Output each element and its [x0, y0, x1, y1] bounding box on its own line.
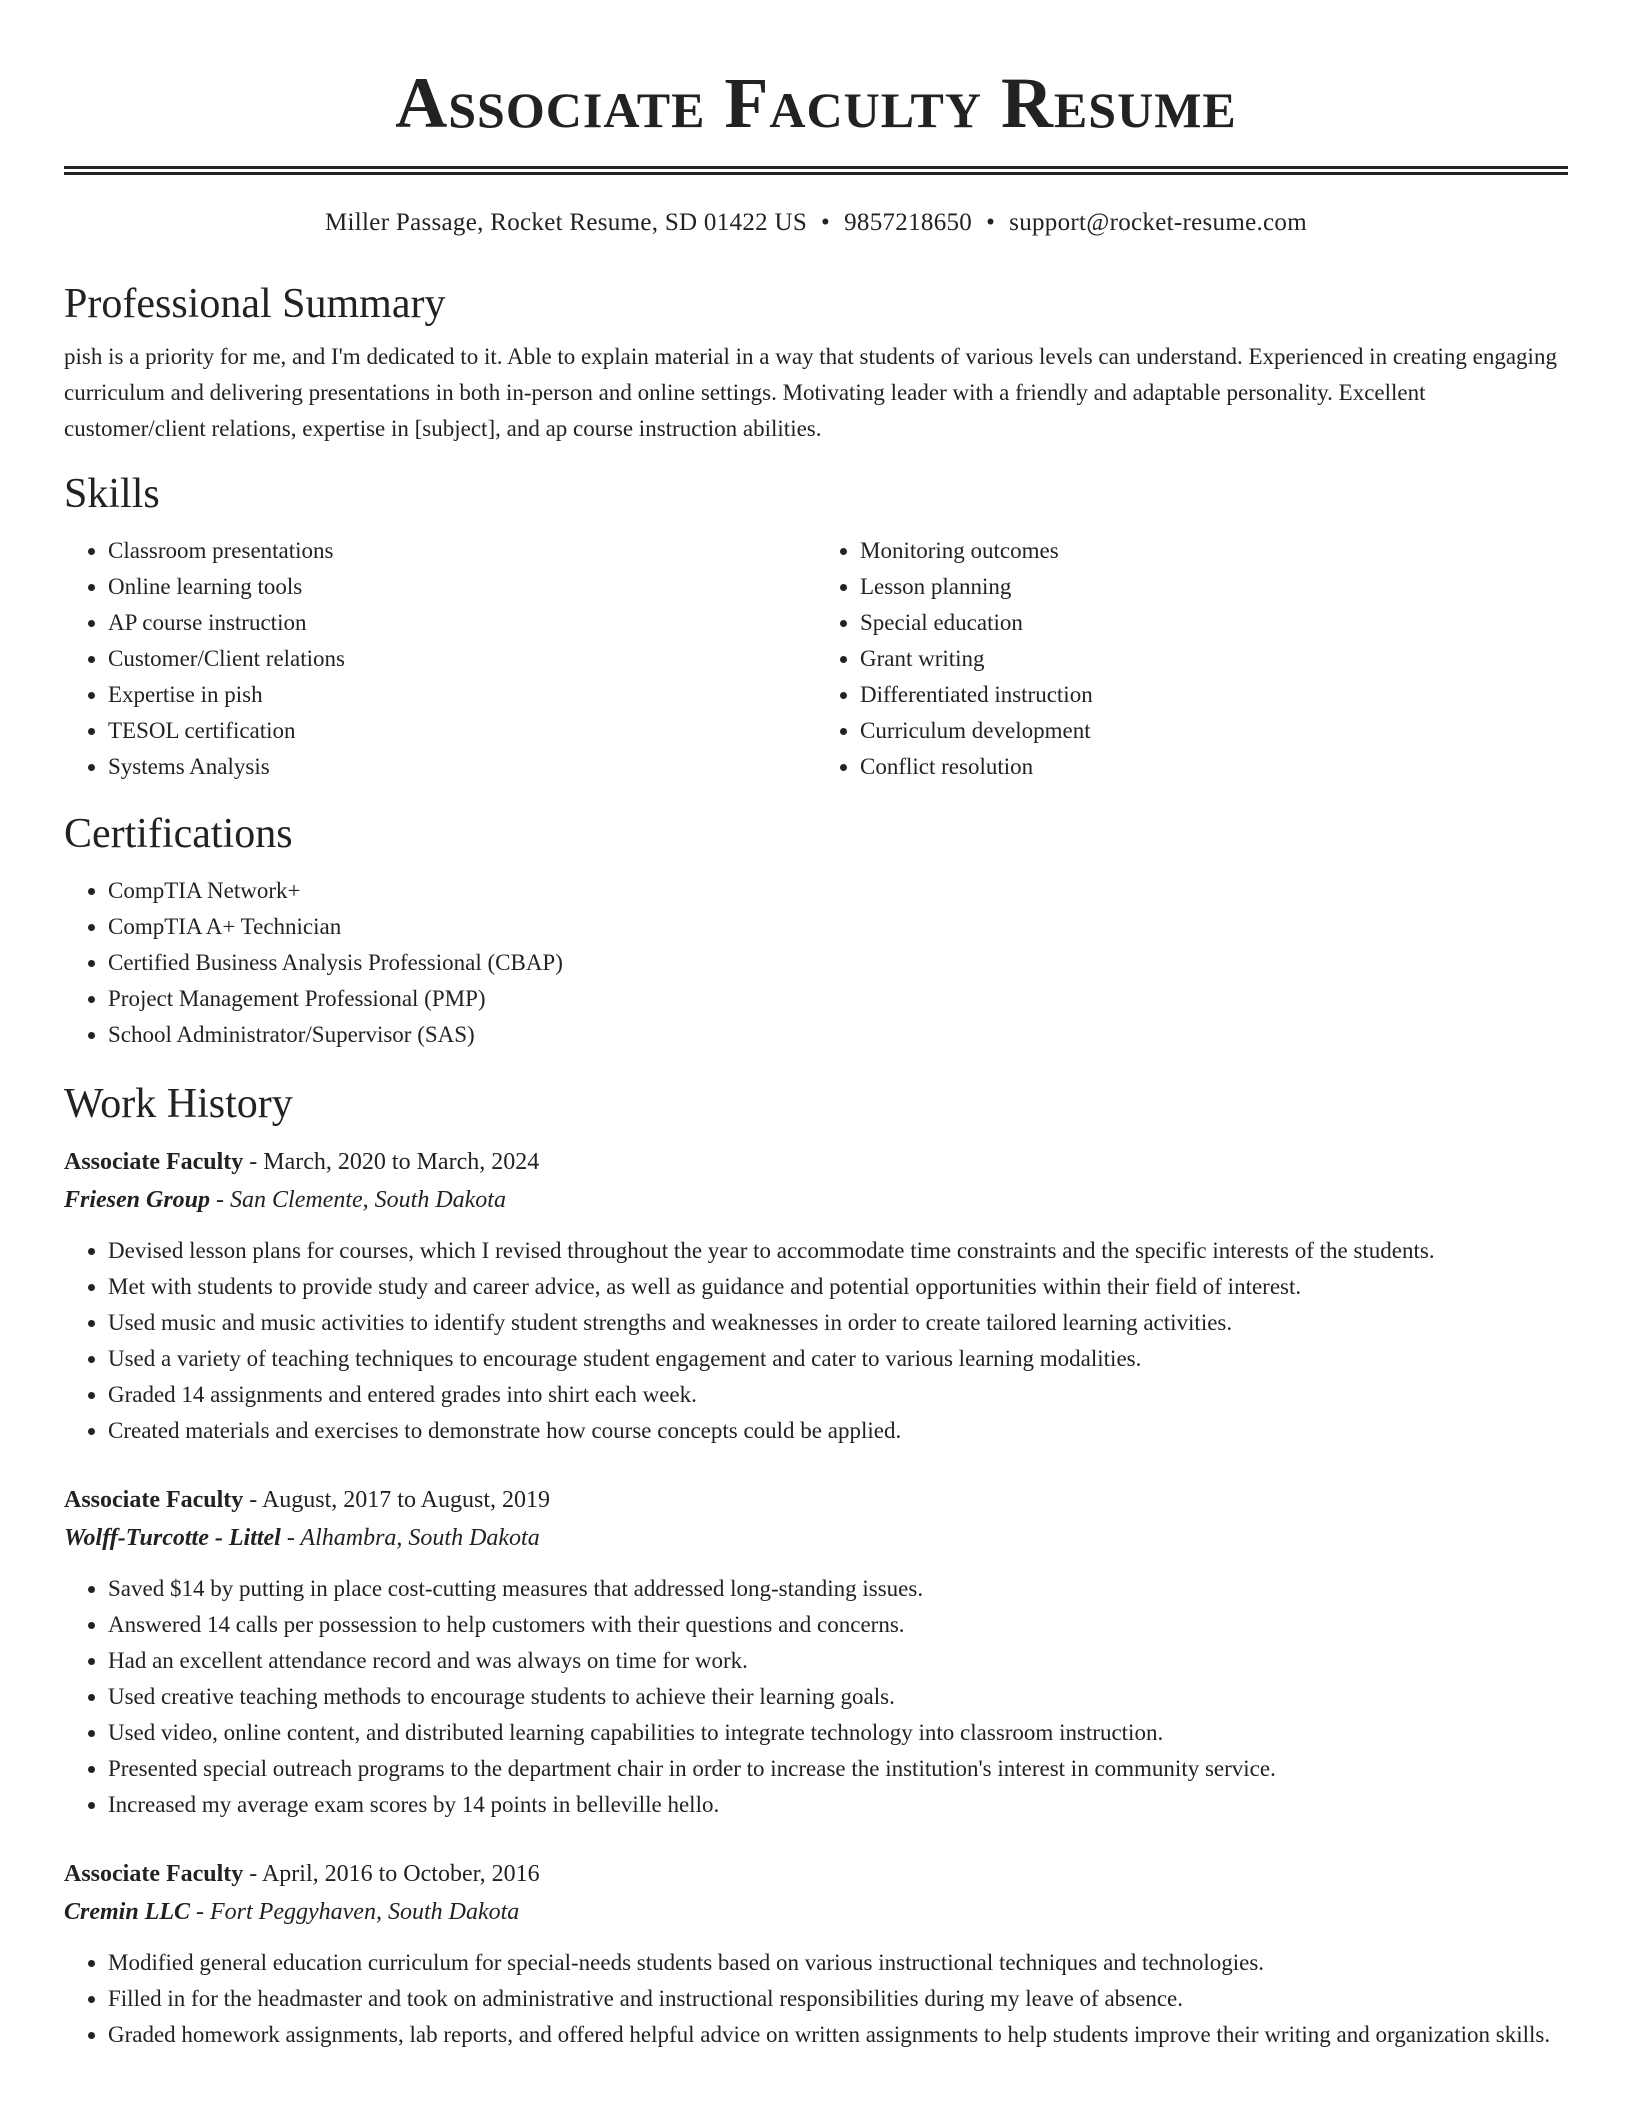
job-dates: - August, 2017 to August, 2019 — [243, 1487, 550, 1513]
job-title-line — [64, 1143, 1568, 1181]
job-bullet: • Used music and music activities to identify student strengths and weaknesses in order to create tailored learning activities. — [108, 1305, 1568, 1341]
job-company-line — [64, 1519, 1568, 1557]
job-role: Associate Faculty — [64, 1149, 244, 1175]
skill-item: • Expertise in pish — [108, 677, 816, 713]
job-dates: - March, 2020 to March, 2024 — [243, 1149, 540, 1175]
contact-separator: • — [821, 209, 831, 236]
job-bullet: • Answered 14 calls per possession to help customers with their questions and concerns. — [108, 1607, 1568, 1643]
skill-item: • Monitoring outcomes — [860, 533, 1568, 569]
job-company-line — [64, 1893, 1568, 1931]
skill-item: • TESOL certification — [108, 713, 816, 749]
job-title-line — [64, 1855, 1568, 1893]
skills-grid — [64, 533, 1568, 785]
job-company: Friesen Group — [64, 1187, 211, 1213]
job-bullet: • Devised lesson plans for courses, which I revised throughout the year to accommodate time constraints and the specific interests of the students. — [108, 1233, 1568, 1269]
skill-item: • Online learning tools — [108, 569, 816, 605]
summary-heading: Professional Summary — [64, 281, 446, 327]
job-location: - Alhambra, South Dakota — [280, 1525, 540, 1551]
skills-heading: Skills — [64, 471, 160, 517]
skill-item: • Classroom presentations — [108, 533, 816, 569]
job-role: Associate Faculty — [64, 1487, 244, 1513]
job-bullet: • Modified general education curriculum for special-needs students based on various instructional techniques and technologies. — [108, 1945, 1568, 1981]
summary-text: pish is a priority for me, and I'm dedicated to it. Able to explain material in a way that students of various levels can understand. Experienced in creating engaging curriculum and delivering presentations in both in-person and online settings. Motivating leader with a friendly and adaptable personality. Excellent customer/client relations, expertise in [subject], and ap course instruction abilities. — [64, 344, 1557, 441]
job-bullet: • Met with students to provide study and career advice, as well as guidance and potential opportunities within their field of interest. — [108, 1269, 1568, 1305]
certification-item: • CompTIA Network+ — [108, 873, 1568, 909]
job-company: Cremin LLC — [64, 1899, 191, 1925]
skill-item: • Lesson planning — [860, 569, 1568, 605]
title-divider — [64, 166, 1568, 175]
certification-item: • Certified Business Analysis Professional (CBAP) — [108, 945, 1568, 981]
skill-item: • Special education — [860, 605, 1568, 641]
certification-item: • Project Management Professional (PMP) — [108, 981, 1568, 1017]
job-bullet: • Used a variety of teaching techniques to encourage student engagement and cater to various learning modalities. — [108, 1341, 1568, 1377]
job-bullet: • Used video, online content, and distributed learning capabilities to integrate technology into classroom instruction. — [108, 1715, 1568, 1751]
job-bullets — [64, 1571, 1568, 1823]
contact-separator: • — [986, 209, 996, 236]
skill-item: • AP course instruction — [108, 605, 816, 641]
skill-item: • Grant writing — [860, 641, 1568, 677]
skill-item: • Differentiated instruction — [860, 677, 1568, 713]
skills-list-left — [64, 533, 816, 785]
job-bullets — [64, 1233, 1568, 1449]
job-bullet: • Had an excellent attendance record and was always on time for work. — [108, 1643, 1568, 1679]
skill-item: • Customer/Client relations — [108, 641, 816, 677]
certifications-list — [64, 873, 1568, 1053]
certification-item: • School Administrator/Supervisor (SAS) — [108, 1017, 1568, 1053]
job-entry — [64, 1481, 1568, 1823]
contact-line — [64, 207, 1568, 239]
job-bullet: • Created materials and exercises to demonstrate how course concepts could be applied. — [108, 1413, 1568, 1449]
contact-email: support@rocket-resume.com — [1009, 209, 1307, 236]
job-bullets — [64, 1945, 1568, 2053]
work-history-heading: Work History — [64, 1081, 293, 1127]
job-bullet: • Increased my average exam scores by 14 points in belleville hello. — [108, 1787, 1568, 1823]
job-bullet: • Graded homework assignments, lab reports, and offered helpful advice on written assignments to help students improve their writing and organization skills. — [108, 2017, 1568, 2053]
job-bullet: • Presented special outreach programs to the department chair in order to increase the institution's interest in community service. — [108, 1751, 1568, 1787]
job-entry — [64, 1855, 1568, 2053]
skills-list-right — [816, 533, 1568, 785]
job-location: - Fort Peggyhaven, South Dakota — [190, 1899, 520, 1925]
job-company-line — [64, 1181, 1568, 1219]
skill-item: • Curriculum development — [860, 713, 1568, 749]
skill-item: • Systems Analysis — [108, 749, 816, 785]
job-bullet: • Saved $14 by putting in place cost-cutting measures that addressed long-standing issues. — [108, 1571, 1568, 1607]
job-bullet: • Used creative teaching methods to encourage students to achieve their learning goals. — [108, 1679, 1568, 1715]
contact-phone: 9857218650 — [844, 209, 973, 236]
certifications-heading: Certifications — [64, 811, 293, 857]
skill-item: • Conflict resolution — [860, 749, 1568, 785]
job-bullet: • Graded 14 assignments and entered grades into shirt each week. — [108, 1377, 1568, 1413]
contact-address: Miller Passage, Rocket Resume, SD 01422 US — [325, 209, 808, 236]
job-entry — [64, 1143, 1568, 1449]
job-company: Wolff-Turcotte - Littel — [64, 1525, 281, 1551]
job-location: - San Clemente, South Dakota — [210, 1187, 506, 1213]
job-title-line — [64, 1481, 1568, 1519]
job-dates: - April, 2016 to October, 2016 — [243, 1861, 540, 1887]
job-bullet: • Filled in for the headmaster and took on administrative and instructional responsibilities during my leave of absence. — [108, 1981, 1568, 2017]
resume-title: Associate Faculty Resume — [395, 63, 1237, 143]
job-role: Associate Faculty — [64, 1861, 244, 1887]
certification-item: • CompTIA A+ Technician — [108, 909, 1568, 945]
